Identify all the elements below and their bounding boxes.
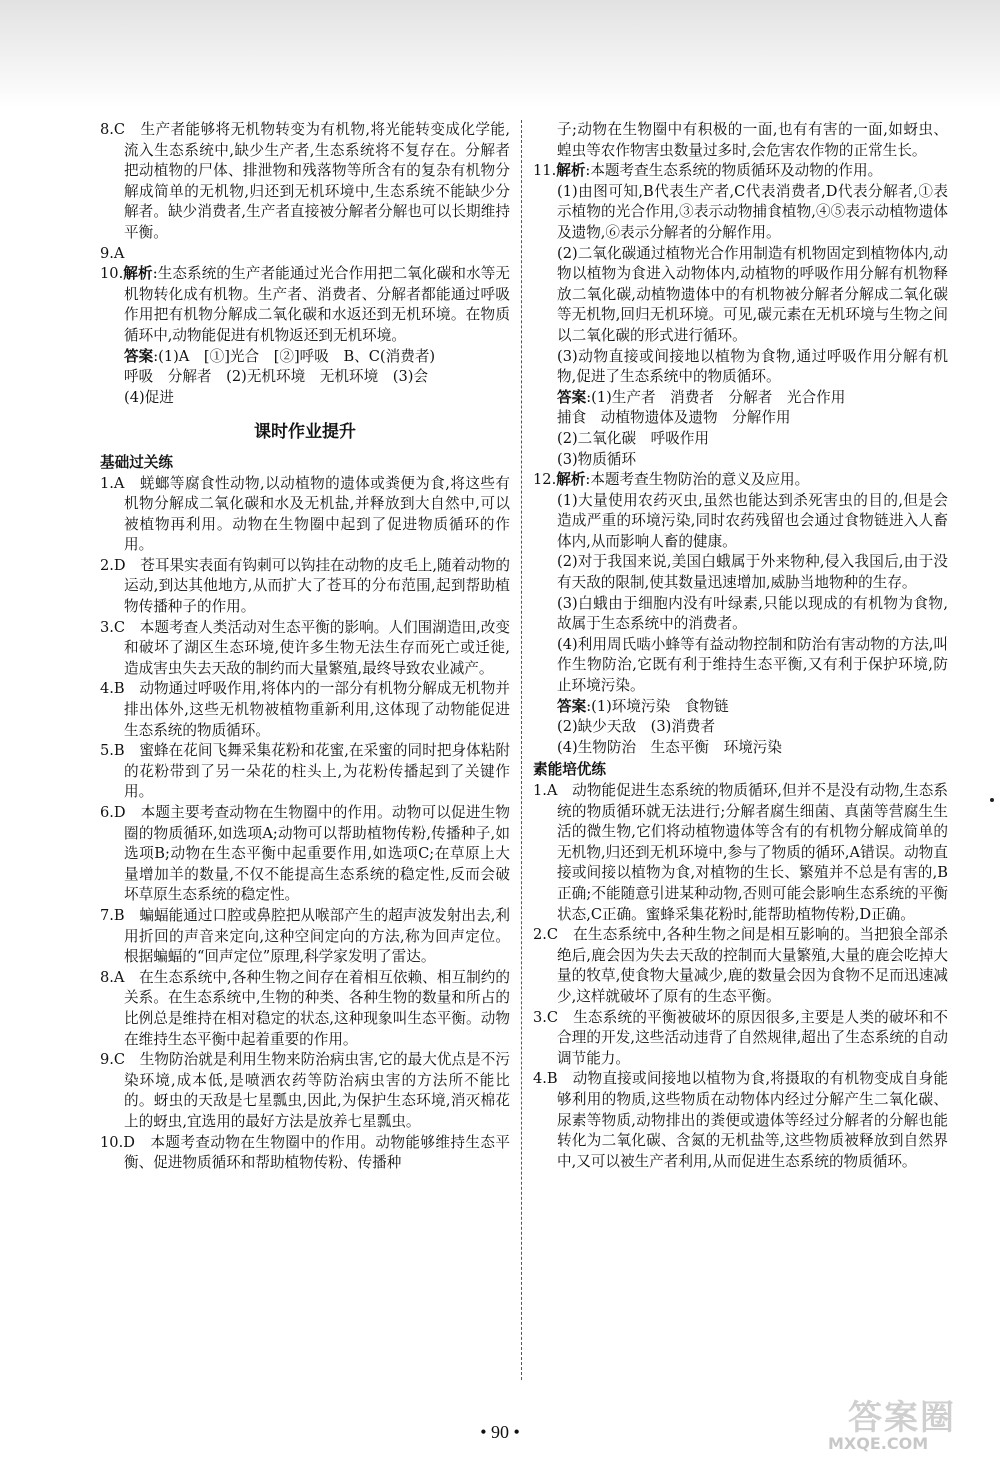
answer-11-part1: (1)由图可知,B代表生产者,C代表消费者,D代表分解者,①表示植物的光合作用,③表示动物捕食植物,④⑤表示动植物遗体及遗物,⑥表示分解者的分解作用。 [557, 182, 948, 241]
answer-10-key: 答案:(1)A [①]光合 [②]呼吸 B、C(消费者) [124, 347, 436, 365]
basic-item-1: 1.A 蜣螂等腐食性动物,以动植物的遗体或粪便为食,将这些有机物分解成二氧化碳和水及无机盐,并释放到大自然中,可以被植物再利用。动物在生物圈中起到了促进物质循环的作用。 [100, 474, 510, 554]
analysis-label: 解析 [556, 471, 586, 489]
advanced-item-2: 2.C 在生态系统中,各种生物之间是相互影响的。当把狼全部杀绝后,鹿会因为失去天敌的控制而大量繁殖,大量的鹿会吃掉大量的牧草,使食物大量减少,鹿的数量会因为食物不足而迅速减少,这样就破坏了原有的生态平衡。 [533, 926, 948, 1005]
basic-item-3: 3.C 本题考查人类活动对生态平衡的影响。人们围湖造田,改变和破坏了湖区生态环境,使许多生物无法生存而死亡或迁徙,造成害虫失去天敌的制约而大量繁殖,最终导致农业减产。 [100, 618, 510, 677]
basic-item-8: 8.A 在生态系统中,各种生物之间存在着相互依赖、相互制约的关系。在生态系统中,生物的种类、各种生物的数量和所占的比例总是维持在相对稳定的状态,这种现象叫生态平衡。动物在维持生态平衡中起着重要的作用。 [100, 968, 510, 1048]
answer-11-part2: (2)二氧化碳通过植物光合作用制造有机物固定到植物体内,动物以植物为食进入动物体内,动植物的呼吸作用分解有机物释放二氧化碳,动植物遗体中的有机物被分解者分解成二氧化碳等无机物,回归无机环境。可见,碳元素在无机环境与生物之间以二氧化碳的形式进行循环。 [557, 244, 948, 344]
basic-item-2: 2.D 苍耳果实表面有钩刺可以钩挂在动物的皮毛上,随着动物的运动,到达其他地方,从而扩大了苍耳的分布范围,起到帮助植物传播种子的作用。 [100, 556, 510, 616]
subsection-title-advanced: 素能培优练 [533, 761, 606, 779]
basic-item-4: 4.B 动物通过呼吸作用,将体内的一部分有机物分解成无机物并排出体外,这些无机物被植物重新利用,这体现了动物能促进生态系统的物质循环。 [100, 680, 510, 739]
advanced-item-3: 3.C 生态系统的平衡被破坏的原因很多,主要是人类的破坏和不合理的开发,这些活动违背了自然规律,超出了生态系统的自动调节能力。 [533, 1008, 948, 1067]
watermark-logo: 答案圈 [848, 1398, 956, 1438]
scan-speck [990, 798, 994, 802]
answer-item-9: 9.A [100, 244, 125, 262]
answer-12-part2: (2)对于我国来说,美国白蛾属于外来物种,侵入我国后,由于没有天敌的限制,使其数量迅速增加,威胁当地物种的生存。 [557, 553, 948, 592]
basic-item-5: 5.B 蜜蜂在花间飞舞采集花粉和花蜜,在采蜜的同时把身体粘附的花粉带到了另一朵花的柱头上,为花粉传播起到了关键作用。 [100, 742, 510, 801]
answer-12-key-line3: (4)生物防治 生态平衡 环境污染 [557, 738, 782, 756]
analysis-label: 解析 [556, 162, 586, 180]
answer-11-key: 答案:(1)生产者 消费者 分解者 光合作用 [557, 388, 846, 406]
basic-item-7: 7.B 蝙蝠能通过口腔或鼻腔把从喉部产生的超声波发射出去,利用折回的声音来定向,这种空间定向的方法,称为回声定位。根据蝙蝠的“回声定位”原理,科学家发明了雷达。 [100, 906, 510, 966]
basic-item-9: 9.C 生物防治就是利用生物来防治病虫害,它的最大优点是不污染环境,成本低,是喷洒农药等防治病虫害的方法所不能比的。蚜虫的天敌是七星瓢虫,因此,为保护生态环境,消灭棉花上的蚜虫,宜选用的最好方法是放养七星瓢虫。 [100, 1051, 510, 1130]
watermark [828, 1390, 978, 1460]
answer-10-key-line3: (4)促进 [124, 388, 174, 406]
basic-item-6: 6.D 本题主要考查动物在生物圈中的作用。动物可以促进生物圈的物质循环,如选项A;动物可以帮助植物传粉,传播种子,如选项B;动物在生态平衡中起重要作用,如选项C;在草原上大量增加羊的数量,不仅不能提高生态系统的稳定性,反而会破坏草原生态系统的稳定性。 [100, 804, 510, 904]
answer-12-key: 答案:(1)环境污染 食物链 [557, 697, 729, 715]
column-divider [521, 120, 522, 1380]
page-number: • 90 • [480, 1422, 520, 1442]
answer-item-8: 8.C 生产者能够将无机物转变为有机物,将光能转变成化学能,流入生态系统中,缺少生产者,生态系统将不复存在。分解者把动植物的尸体、排泄物和残落物等所含有的复杂有机物分解成简单的无机物,归还到无机环境中,生态系统不能缺少分解者。缺少消费者,生产者直接被分解者分解也可以长期维持平衡。 [100, 121, 510, 241]
left-column [100, 120, 510, 1174]
basic-item-10: 10.D 本题考查动物在生物圈中的作用。动物能够维持生态平衡、促进物质循环和帮助植物传粉、传播种 [100, 1133, 510, 1172]
answer-11-key-line2: 捕食 动植物遗体及遗物 分解作用 [557, 409, 791, 427]
analysis-label: 解析 [123, 265, 153, 283]
watermark-url: MXQE.COM [828, 1434, 929, 1453]
answer-10-key-line2: 呼吸 分解者 (2)无机环境 无机环境 (3)会 [124, 368, 429, 386]
answer-label: 答案 [557, 388, 587, 406]
answer-item-10: 10.解析:生态系统的生产者能通过光合作用把二氧化碳和水等无机物转化成有机物。生产者、消费者、分解者都能通过呼吸作用把有机物分解成二氧化碳和水返还到无机环境。在物质循环中,动物能促进有机物返还到无机环境。 [100, 265, 510, 344]
advanced-item-1: 1.A 动物能促进生态系统的物质循环,但并不是没有动物,生态系统的物质循环就无法进行;分解者腐生细菌、真菌等营腐生生活的微生物,它们将动植物遗体等含有的有机物分解成简单的无机物,归还到无机环境中,参与了物质的循环,A错误。动物直接或间接以植物为食,对植物的生长、繁殖并不总是有害的,B正确;不能随意引进某种动物,否则可能会影响生态系统的平衡状态,C正确。蜜蜂采集花粉时,能帮助植物传粉,D正确。 [533, 782, 948, 923]
basic-item-10-continued: 子;动物在生物圈中有积极的一面,也有有害的一面,如蚜虫、蝗虫等农作物害虫数量过多时,会危害农作物的正常生长。 [557, 121, 948, 159]
answer-11-key-line3: (2)二氧化碳 呼吸作用 [557, 429, 710, 447]
scan-top-shading [0, 0, 1000, 108]
answer-12-part4: (4)利用周氏啮小蜂等有益动物控制和防治有害动物的方法,叫作生物防治,它既有利于维持生态平衡,又有利于保护环境,防止环境污染。 [557, 635, 948, 695]
subsection-title-basic: 基础过关练 [100, 453, 173, 471]
answer-11-part3: (3)动物直接或间接地以植物为食物,通过呼吸作用分解有机物,促进了生态系统中的物质循环。 [557, 347, 948, 386]
right-column [533, 120, 948, 1172]
answer-11-key-line4: (3)物质循环 [557, 450, 637, 468]
answer-label: 答案 [124, 347, 154, 365]
answer-item-12: 12.解析:本题考查生物防治的意义及应用。 [533, 471, 810, 489]
answer-item-11: 11.解析:本题考查生态系统的物质循环及动物的作用。 [533, 162, 883, 180]
answer-12-key-line2: (2)缺少天敌 (3)消费者 [557, 718, 716, 736]
answer-label: 答案 [557, 697, 587, 715]
answer-12-part1: (1)大量使用农药灭虫,虽然也能达到杀死害虫的目的,但是会造成严重的环境污染,同时农药残留也会通过食物链进入人畜体内,从而影响人畜的健康。 [557, 491, 948, 550]
advanced-item-4: 4.B 动物直接或间接地以植物为食,将摄取的有机物变成自身能够利用的物质,这些物质在动物体内经过分解产生二氧化碳、尿素等物质,动物排出的粪便或遗体等经过分解者的分解也能转化为二氧化碳、含氮的无机盐等,这些物质被释放到自然界中,又可以被生产者利用,从而促进生态系统的物质循环。 [533, 1070, 948, 1170]
section-title: 课时作业提升 [254, 422, 356, 443]
answer-12-part3: (3)白蛾由于细胞内没有叶绿素,只能以现成的有机物为食物,故属于生态系统中的消费者。 [557, 594, 948, 633]
